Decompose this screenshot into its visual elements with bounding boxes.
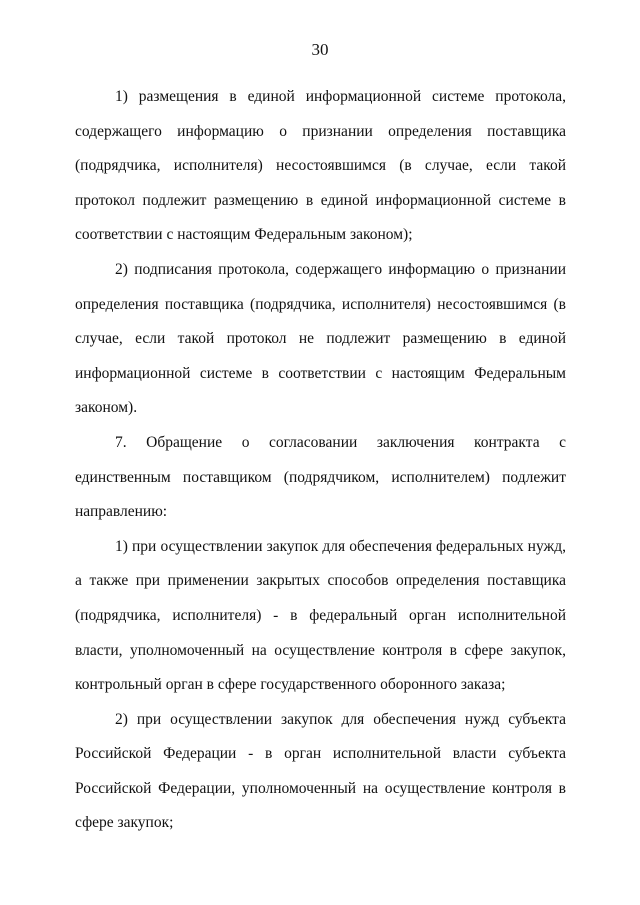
document-body [75, 80, 566, 841]
paragraph-5: 2) при осуществлении закупок для обеспечения нужд субъекта Российской Федерации - в орган исполнительной власти субъекта Российской Федерации, уполномоченный на осуществление контроля в сфере закупок; [75, 710, 566, 832]
paragraph-3: 7. Обращение о согласовании заключения контракта с единственным поставщиком (подрядчиком, исполнителем) подлежит направлению: [75, 433, 566, 521]
paragraph-2: 2) подписания протокола, содержащего информацию о признании определения поставщика (подрядчика, исполнителя) несостоявшимся (в случае, если такой протокол не подлежит размещению в единой информационной системе в соответствии с настоящим Федеральным законом). [75, 260, 566, 417]
paragraph-1: 1) размещения в единой информационной системе протокола, содержащего информацию о признании определения поставщика (подрядчика, исполнителя) несостоявшимся (в случае, если такой протокол подлежит размещению в единой информационной системе в соответствии с настоящим Федеральным законом); [75, 88, 566, 244]
page-number: 30 [311, 40, 329, 59]
paragraph-4: 1) при осуществлении закупок для обеспечения федеральных нужд, а также при применении закрытых способов определения поставщика (подрядчика, исполнителя) - в федеральный орган исполнительной власти, уполномоченный на осуществление контроля в сфере закупок, контрольный орган в сфере государственного оборонного заказа; [75, 537, 566, 694]
